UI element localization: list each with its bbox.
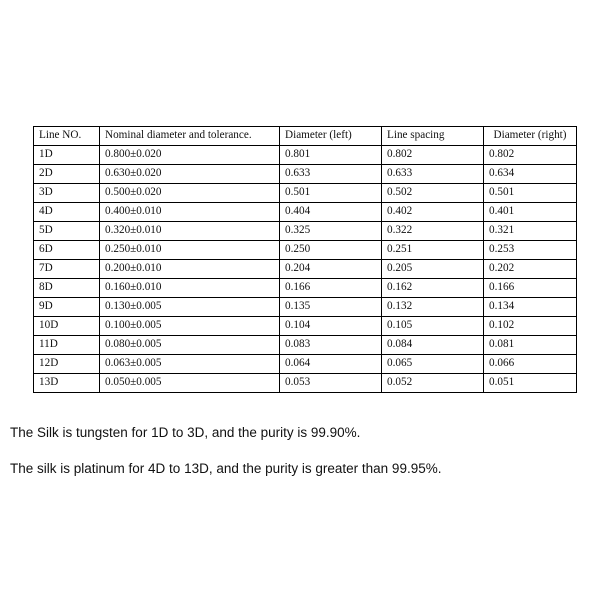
- cell-line-no: 8D: [34, 279, 100, 298]
- table-row: [34, 184, 577, 203]
- cell-line-spacing: 0.162: [382, 279, 484, 298]
- cell-line-spacing: 0.084: [382, 336, 484, 355]
- cell-nominal-diameter: 0.500±0.020: [100, 184, 280, 203]
- table-row: [34, 203, 577, 222]
- cell-diameter-right: 0.202: [484, 260, 577, 279]
- cell-nominal-diameter: 0.630±0.020: [100, 165, 280, 184]
- table-row: [34, 222, 577, 241]
- cell-line-no: 2D: [34, 165, 100, 184]
- cell-nominal-diameter: 0.160±0.010: [100, 279, 280, 298]
- cell-diameter-left: 0.404: [280, 203, 382, 222]
- cell-line-spacing: 0.205: [382, 260, 484, 279]
- cell-line-spacing: 0.802: [382, 146, 484, 165]
- cell-nominal-diameter: 0.320±0.010: [100, 222, 280, 241]
- cell-nominal-diameter: 0.800±0.020: [100, 146, 280, 165]
- cell-nominal-diameter: 0.050±0.005: [100, 374, 280, 393]
- cell-diameter-right: 0.102: [484, 317, 577, 336]
- cell-diameter-right: 0.134: [484, 298, 577, 317]
- cell-line-no: 11D: [34, 336, 100, 355]
- cell-line-spacing: 0.322: [382, 222, 484, 241]
- header-diameter-left: Diameter (left): [280, 127, 382, 146]
- specification-table-container: [33, 126, 577, 393]
- table-row: [34, 298, 577, 317]
- table-body: [34, 146, 577, 393]
- cell-diameter-left: 0.104: [280, 317, 382, 336]
- header-line-spacing: Line spacing: [382, 127, 484, 146]
- cell-line-no: 13D: [34, 374, 100, 393]
- cell-diameter-left: 0.135: [280, 298, 382, 317]
- table-row: [34, 317, 577, 336]
- cell-diameter-right: 0.501: [484, 184, 577, 203]
- cell-line-no: 3D: [34, 184, 100, 203]
- header-nominal-diameter: Nominal diameter and tolerance.: [100, 127, 280, 146]
- cell-diameter-right: 0.253: [484, 241, 577, 260]
- cell-diameter-right: 0.166: [484, 279, 577, 298]
- table-header: [34, 127, 577, 146]
- cell-diameter-right: 0.802: [484, 146, 577, 165]
- cell-nominal-diameter: 0.063±0.005: [100, 355, 280, 374]
- cell-line-spacing: 0.251: [382, 241, 484, 260]
- table-row: [34, 146, 577, 165]
- note-platinum: The silk is platinum for 4D to 13D, and the purity is greater than 99.95%.: [10, 461, 442, 476]
- cell-line-spacing: 0.633: [382, 165, 484, 184]
- cell-nominal-diameter: 0.130±0.005: [100, 298, 280, 317]
- cell-diameter-right: 0.634: [484, 165, 577, 184]
- cell-diameter-left: 0.801: [280, 146, 382, 165]
- cell-line-spacing: 0.052: [382, 374, 484, 393]
- cell-diameter-left: 0.064: [280, 355, 382, 374]
- header-diameter-right: Diameter (right): [484, 127, 577, 146]
- table-row: [34, 355, 577, 374]
- cell-line-spacing: 0.502: [382, 184, 484, 203]
- cell-diameter-left: 0.325: [280, 222, 382, 241]
- cell-line-no: 5D: [34, 222, 100, 241]
- cell-line-spacing: 0.402: [382, 203, 484, 222]
- cell-line-no: 4D: [34, 203, 100, 222]
- table-row: [34, 279, 577, 298]
- cell-line-spacing: 0.065: [382, 355, 484, 374]
- cell-diameter-right: 0.321: [484, 222, 577, 241]
- cell-diameter-right: 0.066: [484, 355, 577, 374]
- cell-line-no: 9D: [34, 298, 100, 317]
- cell-diameter-left: 0.250: [280, 241, 382, 260]
- cell-line-no: 1D: [34, 146, 100, 165]
- cell-line-spacing: 0.132: [382, 298, 484, 317]
- cell-nominal-diameter: 0.080±0.005: [100, 336, 280, 355]
- cell-diameter-left: 0.166: [280, 279, 382, 298]
- header-line-no: Line NO.: [34, 127, 100, 146]
- cell-nominal-diameter: 0.250±0.010: [100, 241, 280, 260]
- cell-diameter-right: 0.051: [484, 374, 577, 393]
- table-row: [34, 241, 577, 260]
- note-tungsten: The Silk is tungsten for 1D to 3D, and the purity is 99.90%.: [10, 425, 361, 440]
- cell-nominal-diameter: 0.400±0.010: [100, 203, 280, 222]
- cell-diameter-left: 0.053: [280, 374, 382, 393]
- cell-line-no: 6D: [34, 241, 100, 260]
- cell-line-no: 7D: [34, 260, 100, 279]
- cell-diameter-right: 0.081: [484, 336, 577, 355]
- cell-diameter-left: 0.204: [280, 260, 382, 279]
- cell-line-no: 10D: [34, 317, 100, 336]
- cell-line-spacing: 0.105: [382, 317, 484, 336]
- table-row: [34, 374, 577, 393]
- cell-diameter-left: 0.501: [280, 184, 382, 203]
- cell-nominal-diameter: 0.200±0.010: [100, 260, 280, 279]
- table-row: [34, 165, 577, 184]
- table-row: [34, 336, 577, 355]
- table-row: [34, 260, 577, 279]
- cell-diameter-left: 0.083: [280, 336, 382, 355]
- cell-nominal-diameter: 0.100±0.005: [100, 317, 280, 336]
- cell-diameter-right: 0.401: [484, 203, 577, 222]
- wire-specification-table: [33, 126, 577, 393]
- header-row: [34, 127, 577, 146]
- cell-line-no: 12D: [34, 355, 100, 374]
- cell-diameter-left: 0.633: [280, 165, 382, 184]
